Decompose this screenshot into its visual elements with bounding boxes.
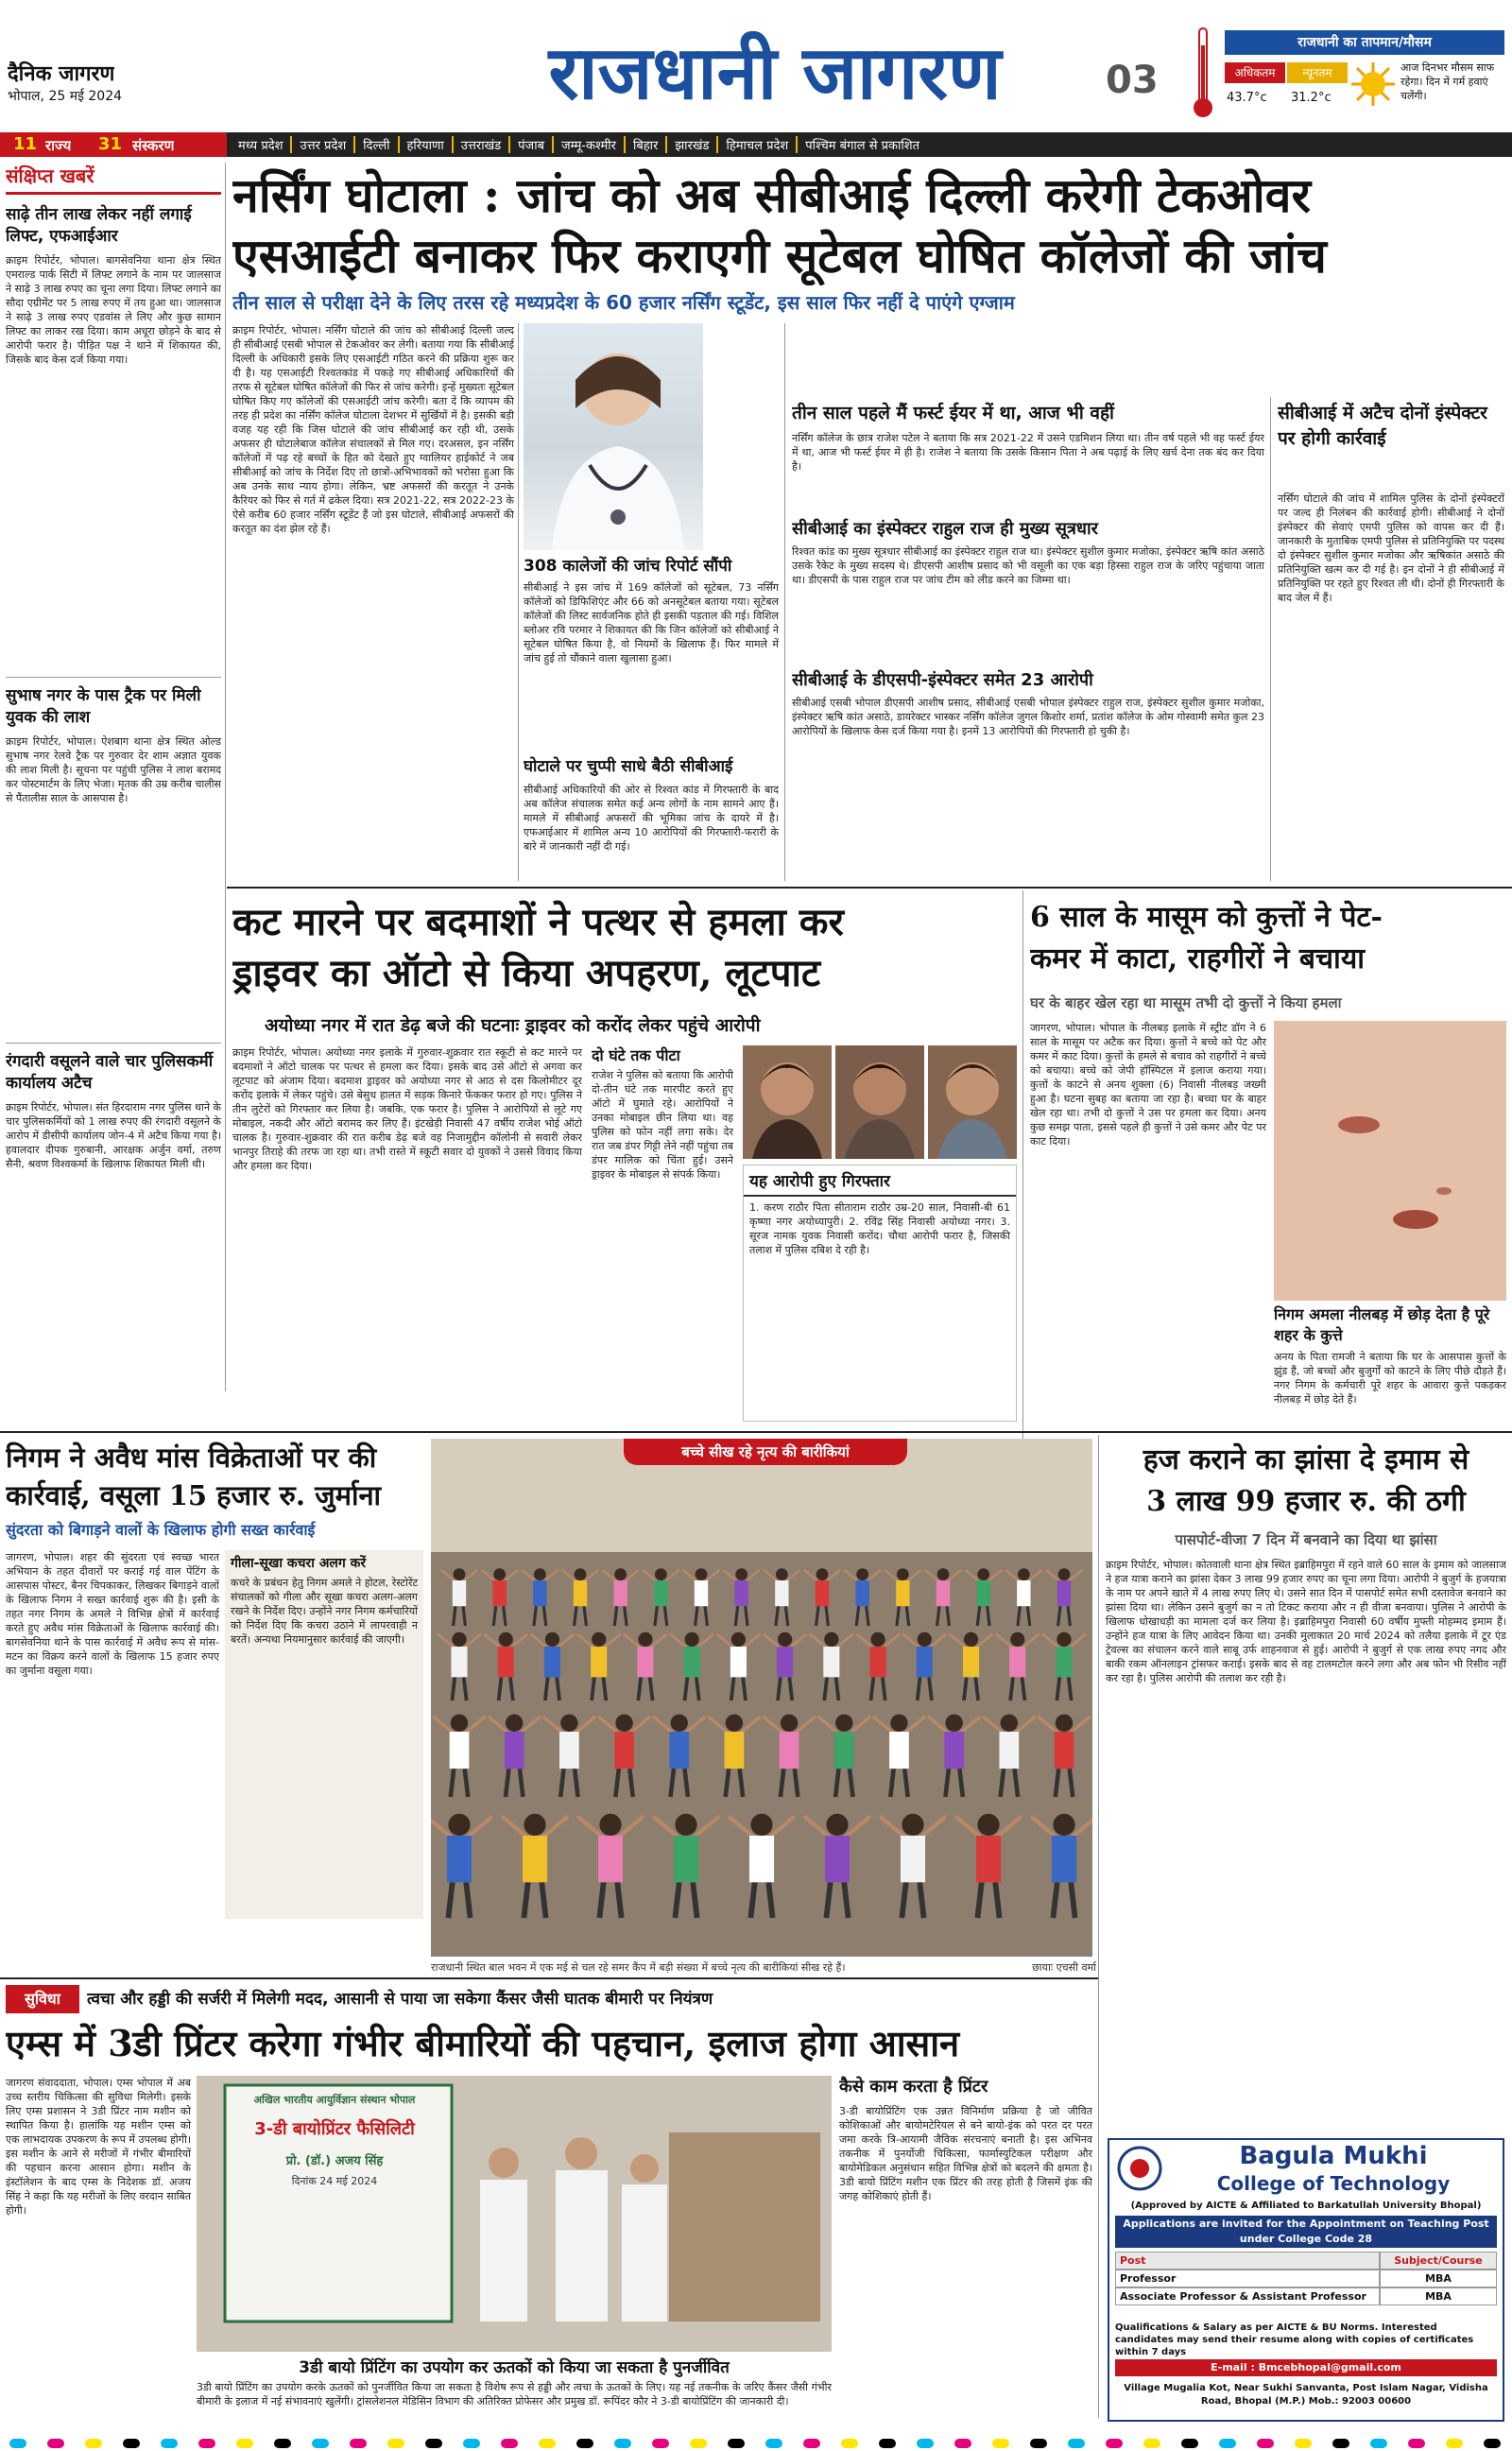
how-head: कैसे काम करता है प्रिंटर (839, 2077, 988, 2097)
aiims-photo-caption: 3डी बायो प्रिंटिंग का उपयोग कर ऊतकों को किया जा सकता है पुनर्जीवित (299, 2358, 730, 2377)
registration-mark (1181, 2439, 1198, 2448)
college-approved: (Approved by AICTE & Affiliated to Barkatullah University Bhopal) (1130, 2201, 1482, 2211)
state-item: उत्तराखंड (452, 136, 508, 153)
rahul-raj-body: रिश्वत कांड का मुख्य सूत्रधार सीबीआई का इंस्पेक्टर राहुल राज था। इंस्पेक्टर सुशील कुमार मजोका, इंस्पेक्टर ऋषि कांत असाठे उसके रैकेट के मुख्य सदस्य थे। डीएसपी आशीष प्रसाद को भी वसूली का एक बड़ा हिस्सा राहुल राज के जरिए पहुंचाया जाता था। डीएसपी के पास राहुल राज पर जांच टीम को लीड करने का जिम्मा था। (792, 545, 1264, 586)
aiims-banner-title: 3-डी बायोप्रिंटर फैसिलिटी (254, 2119, 415, 2139)
brand-name: दैनिक जागरण (8, 61, 115, 86)
weather-label: राजधानी का तापमान/मौसम (1225, 30, 1504, 55)
registration-mark (539, 2439, 556, 2448)
registration-mark (161, 2439, 178, 2448)
min-temp-label: न्यूनतम (1287, 62, 1348, 83)
aiims-banner-line3: प्रो. (डॉ.) अजय सिंह (285, 2154, 384, 2168)
auto-body: क्राइम रिपोर्टर, भोपाल। अयोध्या नगर इलाके में गुरुवार-शुक्रवार रात स्कूटी से कट मारने पर बदमाशों ने ऑटो चालक पर पत्थर से हमला कर दिया। इसके बाद उसे ऑटो से अगवा कर लूटपाट को अंजाम दिया। बदमाश ड्राइवर को अयोध्या नगर से आठ से दस किलोमीटर दूर करोंद इलाके में लेकर पहुंचे। उसे बेसुध हालत में सड़क किनारे फेंककर फरार हो गए। पुलिस ने तीन लुटेरों को गिरफ्तार कर लिया है। जबकि, एक फरार है। पुलिस ने आरोपियों से लूटे गए मोबाइल, नकदी और ऑटो बरामद कर लिए हैं। इंटखेड़ी निवासी 47 वर्षीय राजेश भोई ऑटो चालक है। गुरुवार-शुक्रवार की रात करीब डेढ़ बजे वह निजामुद्दीन कॉलोनी से सवारी लेकर भानपुर तिराहे की तरफ जा रहा था। तभी रास्ते में स्कूटी सवार दो युवकों ने उससे विवाद किया और हमला कर दिया। (232, 1046, 582, 1172)
wound-photo (1274, 1021, 1506, 1301)
ad-col-post: Post (1115, 2252, 1380, 2270)
auto-subhead: अयोध्या नगर में रात डेढ़ बजे की घटनाः ड्राइवर को करोंद लेकर पहुंचे आरोपी (265, 1015, 761, 1036)
sub-308-head: 308 कालेजों की जांच रिपोर्ट सौंपी (524, 557, 732, 576)
registration-mark (463, 2439, 480, 2448)
auto-headline-1: कट मारने पर बदमाशों ने पत्थर से हमला कर (232, 900, 844, 944)
state-item: पश्चिम बंगाल से प्रकाशित (796, 136, 927, 153)
registration-mark (992, 2439, 1009, 2448)
ad-col-subject: Subject/Course (1380, 2252, 1497, 2270)
brief-column (6, 163, 221, 1486)
college-invite: Applications are invited for the Appointment on Teaching Post under College Code 28 (1115, 2216, 1497, 2248)
sanskaran-label: संस्करण (132, 137, 175, 154)
lead-body: क्राइम रिपोर्टर, भोपाल। नर्सिंग घोटाले की जांच को सीबीआई दिल्ली जल्द ही सीबीआई एसबी भोपाल से टेकओवर कर लेगी। बताया गया कि सीबीआई दिल्ली के अधिकारी इसके लिए एसआईटी गठित करने की प्रक्रिया शुरू कर दी है। यह एसआईटी रिश्वतकांड में पकड़े गए सीबीआई अधिकारियों की तरफ से सूटेबल घोषित कॉलेजों की फिर से जांच करेगी। इन्हें मुख्यतः सूटेबल घोषित किए गए कॉलेजों की एसआईटी जांच करेगी। बता दें कि व्यापम की तरह ही प्रदेश का नर्सिंग कॉलेज घोटाला देशभर में सुर्खियों में है। इसकी बड़ी वजह यह रही कि जिस घोटाले की जांच सीबीआई कर रही थी, उसके अफसर ही घोटालेबाज कॉलेज संचालकों से मिल गए। दरअसल, इन नर्सिंग कॉलेजों में पढ़ रहे बच्चों के हित को देखते हुए ग्वालियर हाईकोर्ट ने जब सीबीआई को जांच के निर्देश दिए तो छात्रों-अभिभावकों को भरोसा हुआ कि अब उनके साथ न्याय होगा। लेकिन, भ्रष्ट अफसरों की करतूत ने उनके कैरियर को फिर से गर्त में ढकेल दिया। सत्र 2021-22, सत्र 2022-23 के ऐसे करीब 60 हजार नर्सिंग स्टूडेंट हैं जो इस घोटाले, सीबीआई अफसरों की करतूत का दंश झेल रहे हैं। (232, 324, 514, 535)
rahul-raj-head: सीबीआई का इंस्पेक्टर राहुल राज ही मुख्य सूत्रधार (792, 519, 1098, 539)
registration-mark (690, 2439, 707, 2448)
nigam-box-body: कचरे के प्रबंधन हेतु निगम अमले ने होटल, रेस्टोरेंट संचालकों को गीला और सूखा कचरा अलग-अलग रखने के निर्देश दिए। उन्होंने नगर निगम कर्मचारियों को निर्देश दिए कि कचरा उठाने में लापरवाही न बरतें। अन्यथा नियमानुसार कार्रवाई की जाएगी। (231, 1577, 418, 1646)
brief-body: क्राइम रिपोर्टर, भोपाल। बागसेवनिया थाना क्षेत्र स्थित एमराल्ड पार्क सिटी में लिफ्ट लगाने के नाम पर जालसाज ने साढ़े 3 लाख रुपए का चूना लगा दिया। लिफ्ट लगाने का सौदा एग्रीमेंट पर 5 लाख रुपए में तय हुआ था। जालसाज ने साढ़े 3 लाख रुपए एडवांस ले लिए और कुछ सामान लिफ्ट का लाकर रख दिया। काम अधूरा छोड़ने के बाद से आरोपी फरार है। पीड़ित पक्ष ने थाने में शिकायत की, जिसके बाद केस दर्ज किया गया। (6, 254, 221, 366)
dance-caption: राजधानी स्थित बाल भवन में एक मई से चल रहे समर कैंप में बड़ी संख्या में बच्चे नृत्य की बारीकियां सीख रहे हैं। (431, 1961, 846, 1974)
registration-mark (576, 2439, 593, 2448)
college-name-1: Bagula Mukhi (1239, 2142, 1428, 2170)
registration-mark (803, 2439, 820, 2448)
page-number: 03 (1106, 59, 1159, 102)
sub-308-head-2: घोटाले पर चुप्पी साधे बैठी सीबीआई (524, 757, 733, 776)
ad-row (1115, 2287, 1497, 2305)
dog-side-head: निगम अमला नीलबड़ में छोड़ देता है पूरे शहर के कुत्ते (1274, 1305, 1490, 1344)
ad-email: E-mail : Bmcebhopal@gmail.com (1115, 2359, 1497, 2376)
registration-mark (274, 2439, 291, 2448)
ad-row-post: Professor (1115, 2270, 1380, 2287)
ad-row (1115, 2270, 1497, 2287)
color-registration-marks (0, 2437, 1512, 2451)
nigam-box-head: गीला-सूखा कचरा अलग करें (231, 1556, 367, 1571)
registration-mark (614, 2439, 631, 2448)
registration-mark (652, 2439, 669, 2448)
accused-photo-2 (835, 1045, 924, 1159)
dance-credit: छायाः एचसी वर्मा (1032, 1961, 1096, 1974)
nigam-box (225, 1550, 423, 1919)
ad-row-post: Associate Professor & Assistant Professor (1115, 2287, 1380, 2305)
state-item: दिल्ली (353, 136, 397, 153)
registration-mark (1446, 2439, 1463, 2448)
registration-mark (1332, 2439, 1349, 2448)
registration-mark (1106, 2439, 1123, 2448)
registration-mark (47, 2439, 64, 2448)
registration-mark (198, 2439, 215, 2448)
brief-item (6, 1051, 221, 1422)
aiims-banner-line4: दिनांक 24 मई 2024 (291, 2175, 378, 2187)
college-ad (1108, 2138, 1504, 2422)
nigam-body: जागरण, भोपाल। शहर की सुंदरता एवं स्वच्छ भारत अभियान के तहत दीवारों पर कराई गई वाल पेंटिंग के आसपास पोस्टर, बैनर चिपकाकर, लिखकर बिगाड़ने वालों के खिलाफ निगम ने सख्त कार्रवाई शुरू की है। इसी के तहत नगर निगम के अमले ने विभिन्न क्षेत्रों में कार्रवाई करते हुए अवैध मांस विक्रेताओं के खिलाफ कार्रवाई की। बागसेवनिया थाने के पास कार्रवाई में अवैध रूप से मांस-मटन का विक्रय करने वालों के खिलाफ 15 हजार रुपए का जुर्माना वसूला गया। (6, 1551, 219, 1677)
ad-row-subject: MBA (1380, 2270, 1497, 2287)
registration-mark (123, 2439, 140, 2448)
cbi-side-head: सीबीआई में अटैच दोनों इंस्पेक्टर पर होगी कार्रवाई (1278, 403, 1487, 449)
registration-mark (1143, 2439, 1160, 2448)
brief-body: क्राइम रिपोर्टर, भोपाल। ऐशबाग थाना क्षेत्र स्थित ओल्ड सुभाष नगर रेलवे ट्रैक पर गुरुवार देर शाम अज्ञात युवक की लाश मिली है। सूचना पर पहुंची पुलिस ने लाश बरामद कर पोस्टमार्टम के लिए भेजा। मृतक की उम्र करीब चालीस से पैंतालीस साल के आसपास है। (6, 735, 221, 804)
aiims-body: जागरण संवाददाता, भोपाल। एम्स भोपाल में अब उच्च स्तरीय चिकित्सा की सुविधा मिलेगी। इसके लिए एम्स प्रशासन ने 3डी प्रिंटर नाम मशीन को स्थापित किया है। हालांकि यह मशीन एम्स को एक लाभदायक उपकरण के रूप में उपलब्ध होगी। इस मशीन के आने से मरीजों में गंभीर बीमारियों की पहचान करना आसान होगा। मशीन के इंस्टॉलेशन के बाद एम्स के निदेशक डॉ. अजय सिंह ने कहा कि यह मरीजों के लिए वरदान साबित होगी। (6, 2077, 191, 2217)
accused-body: सीबीआई एसबी भोपाल डीएसपी आशीष प्रसाद, सीबीआई एसबी भोपाल इंस्पेक्टर राहुल राज, इंस्पेक्टर सुशील कुमार मजोका, इंस्पेक्टर ऋषि कांत असाठे, डायरेक्टर भास्कर नर्सिंग कॉलेज जुगल किशोर शर्मा, प्रतांश कॉलेज के ओम गोस्वामी समेत कुल 23 आरोपियों के खिलाफ केस दर्ज किया गया है। इनमें 13 आरोपियों की गिरफ्तारी हो चुकी है। (792, 697, 1264, 737)
registration-mark (841, 2439, 858, 2448)
brief-headline: रंगदारी वसूलने वाले चार पुलिसकर्मी कार्यालय अटैच (6, 1052, 214, 1093)
registration-mark (1295, 2439, 1312, 2448)
aiims-tag: सुविधा (6, 1985, 79, 2013)
sun-icon (1349, 60, 1397, 108)
registration-mark (236, 2439, 253, 2448)
how-body: 3-डी बायोप्रिंटिंग एक उन्नत विनिर्माण प्रक्रिया है जो जीवित कोशिकाओं और बायोमटेरियल से बने बायो-इंक को परत दर परत जमा करके त्रि-आयामी जैविक संरचनाएं बनाती है। इस अभिनव तकनीक में पुनर्योजी चिकित्सा, फार्मास्युटिकल परीक्षण और बायोमेडिकल अनुसंधान सहित विभिन्न क्षेत्रों को बदलने की क्षमता है। 3डी बायो प्रिंटिंग मशीन एक प्रिंटर की तरह होती है जिसमें इंक की जगह कोशिकाएं होती हैं। (839, 2105, 1092, 2202)
college-logo-icon (1117, 2146, 1162, 2191)
registration-mark (85, 2439, 102, 2448)
registration-mark (1068, 2439, 1085, 2448)
registration-mark (879, 2439, 896, 2448)
accused-photo-1 (743, 1045, 832, 1159)
min-temp: 31.2°c (1291, 91, 1332, 105)
auto-headline-2: ड्राइवर का ऑटो से किया अपहरण, लूटपाट (232, 951, 820, 995)
brief-item (6, 685, 221, 1035)
cbi-side-body: नर्सिंग घोटाले की जांच में शामिल पुलिस के दोनों इंस्पेक्टरों पर जल्द ही निलंबन की कार्रवाई होगी। सीबीआई ने दोनों इंस्पेक्टर की सेवाएं एमपी पुलिस को वापस कर दी हैं। जानकारी के मुताबिक एमपी पुलिस से प्रतिनियुक्ति पर पदस्थ दो इंस्पेक्टर सुशील कुमार मजोका और ऋषिकांत असाठे की प्रतिनियुक्ति खत्म कर दी गई है। इन दोनों ने ही सीबीआई में प्रतिनियुक्ति पर रहते हुए रिश्वत ली थी। दोनों ही गिरफ्तारी के बाद जेल में हैं। (1278, 492, 1504, 604)
brief-item (6, 204, 221, 669)
aiims-kicker: त्वचा और हड्डी की सर्जरी में मिलेगी मदद, आसानी से पाया जा सकेगा कैंसर जैसी घातक बीमारी पर नियंत्रण (87, 1990, 713, 2009)
auto-box-head: दो घंटे तक पीटा (592, 1046, 680, 1064)
registration-mark (954, 2439, 971, 2448)
college-name-2: College of Technology (1216, 2172, 1451, 2195)
dateline: भोपाल, 25 मई 2024 (8, 89, 123, 104)
registration-mark (425, 2439, 442, 2448)
aiims-banner-line1: अखिल भारतीय आयुर्विज्ञान संस्थान भोपाल (253, 2094, 416, 2106)
nigam-headline: निगम ने अवैध मांस विक्रेताओं पर की कार्रवाई, वसूला 15 हजार रु. जुर्माना (6, 1441, 382, 1511)
haj-headline-1: हज कराने का झांसा दे इमाम से (1143, 1443, 1469, 1476)
state-item: उत्तर प्रदेश (290, 136, 353, 153)
registration-mark (1370, 2439, 1387, 2448)
max-temp: 43.7°c (1227, 91, 1267, 105)
haj-subhead: पासपोर्ट-वीजा 7 दिन में बनवाने का दिया था झांसा (1175, 1531, 1437, 1548)
arrest-box-body: 1. करण राठौर पिता सीताराम राठौर उम्र-20 साल, निवासी-बी 61 कृष्णा नगर अयोध्यापुरी। 2. रविंद्र सिंह निवासी अयोध्या नगर। 3. सूरज नामक युवक निवासी करोंद। चौथा आरोपी फरार है, जिसकी तलाश में पुलिस दबिश दे रही है। (749, 1201, 1010, 1256)
dog-headline-1: 6 साल के मासूम को कुत्तों ने पेट- (1030, 901, 1383, 934)
lead-headline-2: एसआईटी बनाकर फिर कराएगी सूटेबल घोषित कॉलेजों की जांच (232, 228, 1327, 284)
brief-title: संक्षिप्त खबरें (6, 163, 221, 195)
page-title: राजधानी जागरण (548, 30, 1002, 116)
nigam-subhead: सुंदरता को बिगाड़ने वालों के खिलाफ होगी सख्त कार्रवाई (6, 1521, 316, 1539)
nurse-photo (524, 323, 703, 550)
lead-headline-1: नर्सिंग घोटाला : जांच को अब सीबीआई दिल्ली करेगी टेकओवर (232, 167, 1311, 223)
registration-mark (312, 2439, 329, 2448)
registration-mark (1257, 2439, 1274, 2448)
dance-banner: बच्चे सीख रहे नृत्य की बारीकियां (624, 1439, 907, 1465)
state-item: हिमाचल प्रदेश (716, 136, 796, 153)
accused-photo-3 (928, 1045, 1017, 1159)
registration-mark (387, 2439, 404, 2448)
arrest-box-head: यह आरोपी हुए गिरफ्तार (744, 1165, 1016, 1197)
ad-row-subject: MBA (1380, 2287, 1497, 2305)
masthead (0, 0, 1512, 132)
state-list (231, 132, 1506, 157)
registration-mark (765, 2439, 782, 2448)
haj-headline-2: 3 लाख 99 हजार रु. की ठगी (1146, 1485, 1466, 1518)
state-item: झारखंड (665, 136, 716, 153)
first-year-body: नर्सिंग कॉलेज के छात्र राजेश पटेल ने बताया कि सत्र 2021-22 में उसने एडमिशन लिया था। तीन वर्ष पहले भी वह फर्स्ट ईयर में था, आज भी फर्स्ट ईयर में ही है। राजेश ने बताया कि उसके किसान पिता ने अब पढ़ाई के लिए खर्च देना तक बंद कर दिया है। (792, 432, 1264, 473)
thermometer-icon (1193, 26, 1213, 121)
arrest-box (743, 1165, 1017, 1422)
rajya-label: राज्य (45, 137, 72, 154)
state-item: बिहार (624, 136, 665, 153)
sub-308-body: सीबीआई ने इस जांच में 169 कॉलेजों को सूटेबल, 73 नर्सिंग कॉलेजों को डिफिशिएंट और 66 को अनसूटेबल बताया गया। सूटेबल कॉलेजों की लिस्ट सार्वजनिक होते ही इसकी पड़ताल की गई। विशिल ब्लोअर रवि परमार ने शिकायत की कि जिन कॉलेजों को सीबीआई ने सूटेबल घोषित किया है, वो नियमों के खिलाफ हैं। फिर मामले में जांच हुई तो चौंकाने वाला खुलासा हुआ। (524, 581, 779, 665)
max-temp-label: अधिकतम (1225, 62, 1285, 83)
dog-headline-2: कमर में काटा, राहगीरों ने बचाया (1030, 942, 1365, 975)
aiims-photo-body: 3डी बायो प्रिंटिंग का उपयोग करके ऊतकों को पुनर्जीवित किया जा सकता है विशेष रूप से हड्डी और त्वचा के ऊतकों के लिए। यह नई तकनीक के जरिए कैंसर जैसी गंभीर बीमारी के इलाज में नई संभावनाएं खुलेंगी। ट्रांसलेशनल मेडिसिन विभाग की अतिरिक्त प्रोफेसर और प्रमुख डॉ. रूपिंदर कौर ने 3-डी बायोप्रिंटिंग की जानकारी दी। (197, 2381, 832, 2408)
registration-mark (728, 2439, 745, 2448)
state-item: पंजाब (508, 136, 552, 153)
lead-subhead: तीन साल से परीक्षा देने के लिए तरस रहे मध्यप्रदेश के 60 हजार नर्सिंग स्टूडेंट, इस साल फिर नहीं दे पाएंगे एग्जाम (232, 291, 1015, 314)
registration-mark (9, 2439, 26, 2448)
accused-head: सीबीआई के डीएसपी-इंस्पेक्टर समेत 23 आरोपी (792, 670, 1093, 690)
dog-body: जागरण, भोपाल। भोपाल के नीलबड़ इलाके में स्ट्रीट डॉग ने 6 साल के मासूम पर अटैक कर दिया। कुत्तों ने बच्चे को पेट और कमर में काट दिया। कुत्तों के हमले से बचाव को राहगीरों ने बच्चे को बचाया। बच्चे को जेपी हॉस्पिटल में इलाज कराया गया। कुत्तों के काटने से अनय शुक्ला (6) निवासी नीलबड़ जख्मी हुआ है। घटना सुबह का बताया जा रहा है। बच्चा घर के बाहर खेल रहा था। तभी दो कुत्तों ने उस पर हमला कर दिया। अनय कुछ समझ पाता, इससे पहले ही कुत्तों ने उसे कमर और पेट पर काट दिया। (1030, 1022, 1266, 1148)
state-item: मध्य प्रदेश (238, 139, 284, 153)
registration-mark (1484, 2439, 1501, 2448)
ad-note: Qualifications & Salary as per AICTE & BU Norms. Interested candidates may send their resume along with copies of certificates within 7 days (1115, 2322, 1474, 2357)
registration-mark (350, 2439, 367, 2448)
sub-308-body-2: सीबीआई अधिकारियों की ओर से रिश्वत कांड में गिरफ्तारी के बाद अब कॉलेज संचालक समेत कई अन्य लोगों के नाम सामने आए हैं। मामले में सीबीआई अफसरों की भूमिका जांच के दायरे में है। एफआईआर में शामिल अन्य 10 आरोपियों की गिरफ्तारी-फरारी के बारे में जानकारी नहीं दी गई। (524, 784, 779, 853)
brief-headline: साढ़े तीन लाख लेकर नहीं लगाई लिफ्ट, एफआईआर (6, 205, 192, 246)
ad-table (1115, 2252, 1497, 2305)
ad-address: Village Mugalia Kot, Near Sukhi Sanvanta, Post Islam Nagar, Vidisha Road, Bhopal (M.P.) Mob.: 92003 00600 (1124, 2383, 1488, 2407)
edition-bar (0, 132, 1512, 157)
dog-side-body: अनय के पिता रामजी ने बताया कि घर के आसपास कुत्तों के झुंड हैं, जो बच्चों और बुजुर्गों को काटने के लिए पीछे दौड़ते हैं। नगर निगम के कर्मचारी पूरे शहर के आवारा कुत्ते पकड़कर नीलबड़ में छोड़ देते हैं। (1274, 1351, 1506, 1406)
brief-headline: सुभाष नगर के पास ट्रैक पर मिली युवक की लाश (6, 686, 201, 727)
sanskaran-count: 31 (98, 134, 123, 154)
registration-mark (917, 2439, 934, 2448)
dance-photo (431, 1439, 1092, 1957)
brief-body: क्राइम रिपोर्टर, भोपाल। संत हिरदाराम नगर पुलिस थाने के चार पुलिसकर्मियों को 1 लाख रुपए की रंगदारी वसूलने के आरोप में डीसीपी कार्यालय जोन-4 में अटैच किया गया है। हवालदार दीपक गुरुबानी, आरक्षक अर्जुन वर्मा, तरुण सैनी, श्रवण विश्वकर्मा के खिलाफ शिकायत मिली थी। (6, 1101, 221, 1170)
first-year-head: तीन साल पहले मैं फर्स्ट ईयर में था, आज भी वहीं (792, 403, 1114, 423)
haj-body: क्राइम रिपोर्टर, भोपाल। कोतवाली थाना क्षेत्र स्थित इब्राहिमपुरा में रहने वाले 60 साल के इमाम को जालसाज ने हज यात्रा कराने का झांसा देकर 3 लाख 99 हजार रुपए का चूना लगा दिया। आरोपी ने बुजुर्ग के हजयात्रा के नाम पर अपने खाते में 4 लाख रुपए लिए थे। उसने सात दिन में पासपोर्ट समेत सभी दस्तावेज बनवाने का झांसा दिया था। लेकिन उसने बुजुर्ग का न तो टिकट कराया और न ही वीजा बनवाया। पुलिस ने आरोपी के खिलाफ धोखाधड़ी का मामला दर्ज कर लिया है। इब्राहिमपुरा निवासी 60 वर्षीय मुफ्ती मोहम्मद इमाम हैं। उन्होंने हज यात्रा के लिए आवेदन किया था। उनकी मुलाकात 20 मार्च 2024 को तलैया इलाके में टूर एंड ट्रेवल्स का संचालन करने वाले साबू उर्फ शाहनवाज से हुई। आरोपी ने बुजुर्ग से एक लाख रुपए नगद और बाकी रकम ऑनलाइन ट्रांसफर कराई। इसके बाद से वह टालमटोल करने लगा और अब फोन भी रिसीव नहीं कर रहा है। पुलिस आरोपी की तलाश कर रही है। (1106, 1559, 1506, 1684)
forecast-text: आज दिनभर मौसम साफ रहेगा। दिन में गर्म हवाएं चलेंगी। (1400, 61, 1495, 102)
aiims-headline: एम्स में 3डी प्रिंटर करेगा गंभीर बीमारियों की पहचान, इलाज होगा आसान (6, 2022, 960, 2064)
state-item: हरियाणा (398, 136, 452, 153)
dog-subhead: घर के बाहर खेल रहा था मासूम तभी दो कुत्तों ने किया हमला (1030, 994, 1342, 1011)
registration-mark (1219, 2439, 1236, 2448)
rajya-count-number: 11 (13, 134, 38, 154)
registration-mark (501, 2439, 518, 2448)
auto-box-body: राजेश ने पुलिस को बताया कि आरोपी दो-तीन घंटे तक मारपीट करते हुए ऑटो में घुमाते रहे। आरोपियों ने उनका मोबाइल छीन लिया था। वह पुलिस को फोन नहीं लगा सके। देर रात जब डंपर गिट्टी लेने नहीं पहुंचा तब डंपर मालिक को चिंता हुई। उसने ड्राइवर के मोबाइल से संपर्क किया। (592, 1069, 733, 1181)
state-item: जम्मू-कश्मीर (552, 136, 624, 153)
registration-mark (1030, 2439, 1047, 2448)
registration-mark (1408, 2439, 1425, 2448)
